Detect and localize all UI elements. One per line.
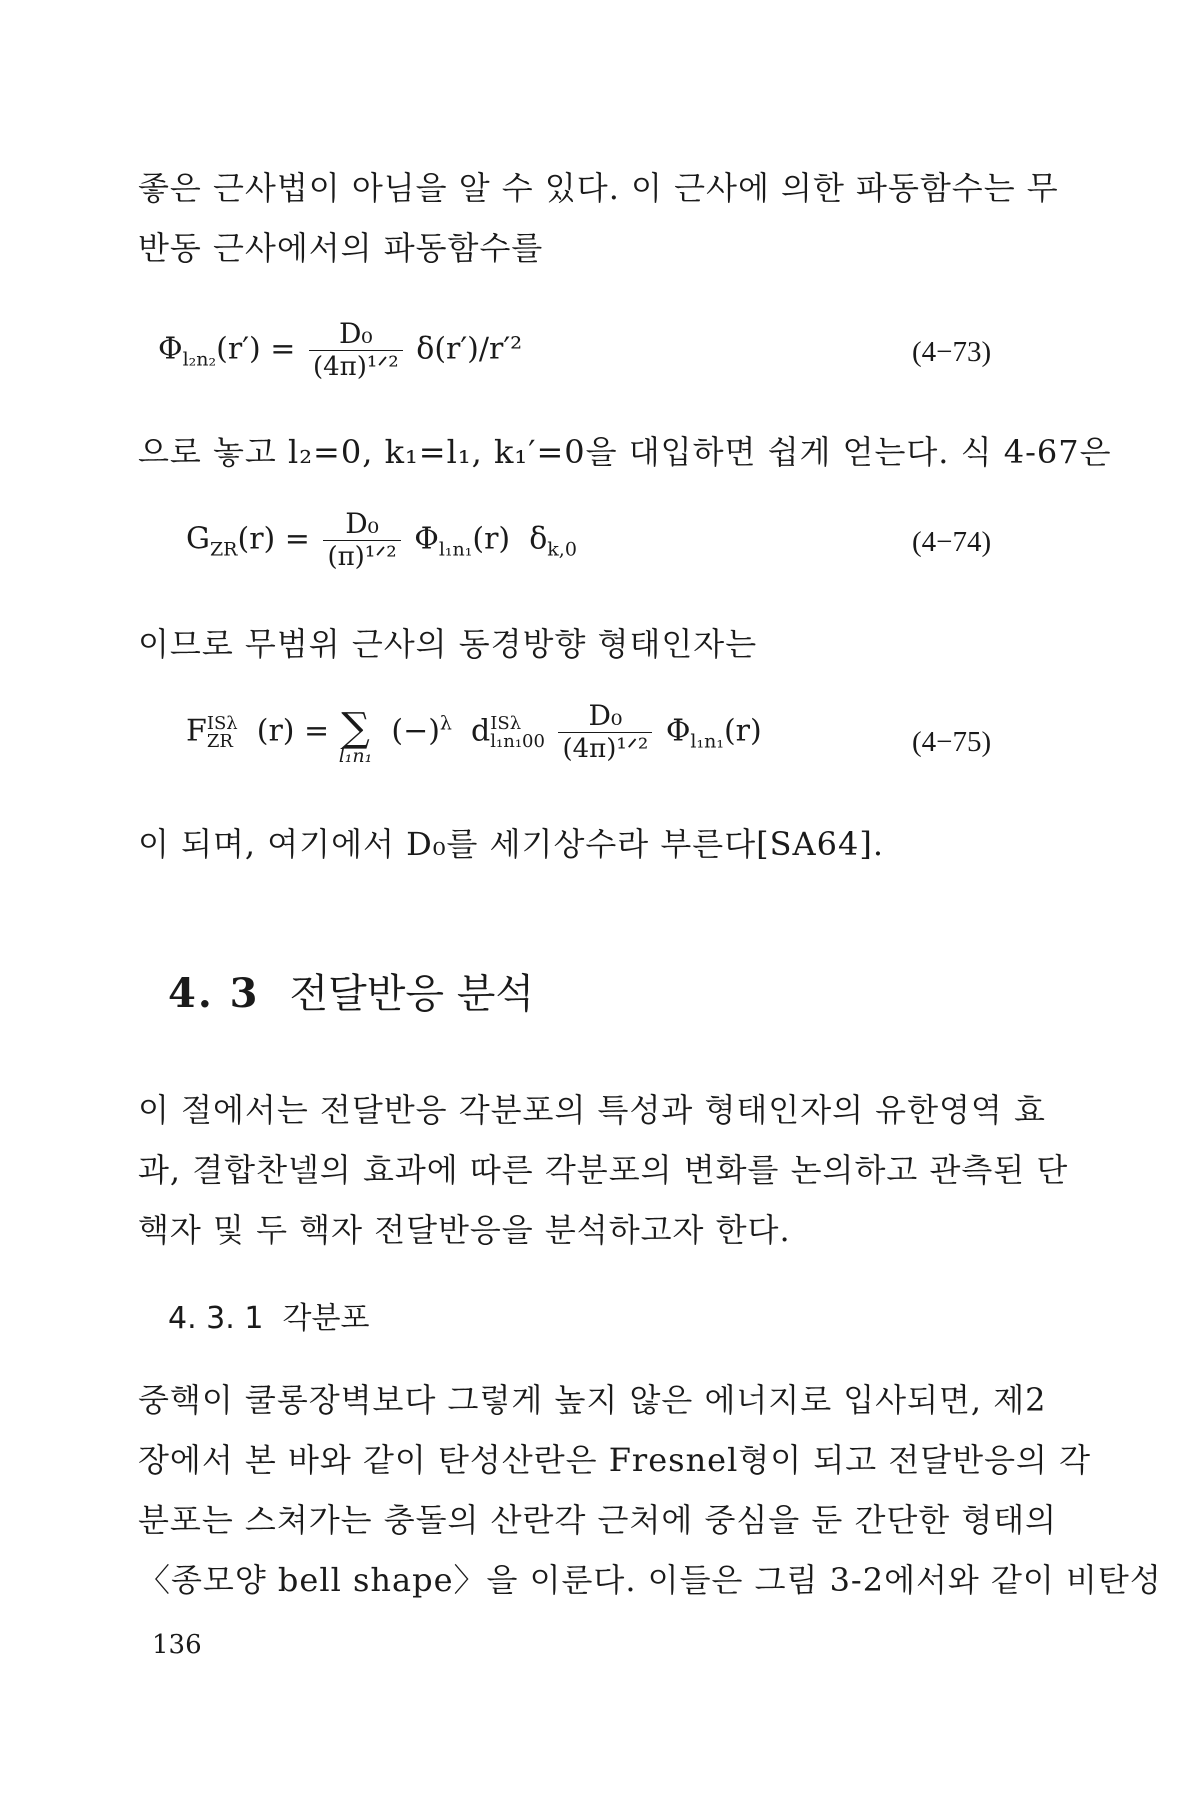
section-heading [168,962,534,1019]
eq75-sign-superscript: λ [439,712,452,735]
eq75-phi-subscript: l₁n₁ [690,730,724,753]
equation-4-73 [158,318,522,383]
eq74-numerator: D₀ [345,507,379,540]
eq74-delta-subscript: k,0 [547,538,577,561]
paragraph-3-line-1: 이므로 무범위 근사의 동경방향 형태인자는 [138,625,758,663]
eq74-delta: δ [529,521,548,557]
equation-4-74 [186,508,577,573]
section-title: 전달반응 분석 [289,971,535,1017]
eq73-phi: Φ [158,331,183,367]
equation-4-75 [186,700,762,765]
eq75-f-scripts [206,712,238,752]
paragraph-1-line-1: 좋은 근사법이 아님을 알 수 있다. 이 근사에 의한 파동함수는 무 [138,169,1059,207]
eq74-g-subscript: ZR [209,538,238,561]
eq74-phi: Φ [414,521,439,557]
eq75-denominator: (4π)¹ᐟ² [562,734,649,764]
paragraph-6-line-3: 분포는 스쳐가는 충돌의 산란각 근처에 중심을 둔 간단한 형태의 [138,1501,1058,1539]
eq75-phi: Φ [665,713,691,749]
eq75-d-subscript: l₁n₁00 [490,730,545,752]
paragraph-6-line-4: 〈종모양 bell shape〉을 이룬다. 이들은 그림 3-2에서와 같이 비탄성 [138,1561,1162,1599]
subsection-number: 4. 3. 1 [168,1301,264,1336]
eq75-f-superscript: ISλ [206,712,238,734]
paragraph-6-line-2: 장에서 본 바와 같이 탄성산란은 Fresnel형이 되고 전달반응의 각 [138,1441,1091,1479]
eq74-lhs-arg: (r) = [237,521,310,557]
paragraph-4-line-1: 이 되며, 여기에서 D₀를 세기상수라 부른다[SA64]. [138,825,884,863]
eq75-sum-index: l₁n₁ [338,744,373,767]
eq75-f: F [186,713,207,749]
paragraph-5-line-1: 이 절에서는 전달반응 각분포의 특성과 형태인자의 유한영역 효 [138,1091,1046,1129]
eq73-number: (4−73) [912,336,992,368]
eq74-phi-subscript: l₁n₁ [438,538,473,561]
eq73-lhs-arg: (r′) = [216,331,296,367]
paragraph-5-line-2: 과, 결합찬넬의 효과에 따른 각분포의 변화를 논의하고 관측된 단 [138,1151,1069,1189]
eq74-g: G [186,521,210,557]
eq73-rhs: δ(r′)/r′² [416,331,523,367]
eq75-sum-symbol: ∑ [341,704,370,751]
paragraph-1-line-2: 반동 근사에서의 파동함수를 [138,229,544,267]
paragraph-2-line-1: 으로 놓고 l₂=0, k₁=l₁, k₁′=0을 대입하면 쉽게 얻는다. 식 4-67은 [138,433,1112,471]
eq73-numerator: D₀ [338,317,373,350]
paragraph-5-line-3: 핵자 및 두 핵자 전달반응을 분석하고자 한다. [138,1211,791,1249]
eq75-numerator: D₀ [588,699,623,732]
eq75-summation [339,701,373,765]
eq75-sign: (−) [391,713,440,749]
subsection-heading [168,1293,369,1337]
eq74-number: (4−74) [912,526,992,558]
eq75-f-subscript: ZR [206,730,233,752]
page-number: 136 [152,1630,202,1660]
eq74-phi-arg: (r) [472,521,511,557]
eq75-number: (4−75) [912,726,992,758]
eq73-denominator: (4π)¹ᐟ² [312,352,399,382]
eq73-fraction [309,318,403,383]
eq75-lhs-arg: (r) = [256,713,330,749]
paragraph-6-line-1: 중핵이 쿨롱장벽보다 그렇게 높지 않은 에너지로 입사되면, 제2 [138,1381,1047,1419]
eq75-fraction [558,700,652,765]
eq75-phi-arg: (r) [723,713,762,749]
eq75-d-superscript: ISλ [490,712,522,734]
eq75-d-scripts [490,712,545,752]
eq73-phi-subscript: l₂n₂ [182,348,217,371]
section-number: 4. 3 [168,970,260,1017]
eq75-d: d [471,713,491,749]
eq74-denominator: (π)¹ᐟ² [327,542,397,572]
subsection-title: 각분포 [282,1301,370,1336]
eq74-fraction [323,508,400,573]
